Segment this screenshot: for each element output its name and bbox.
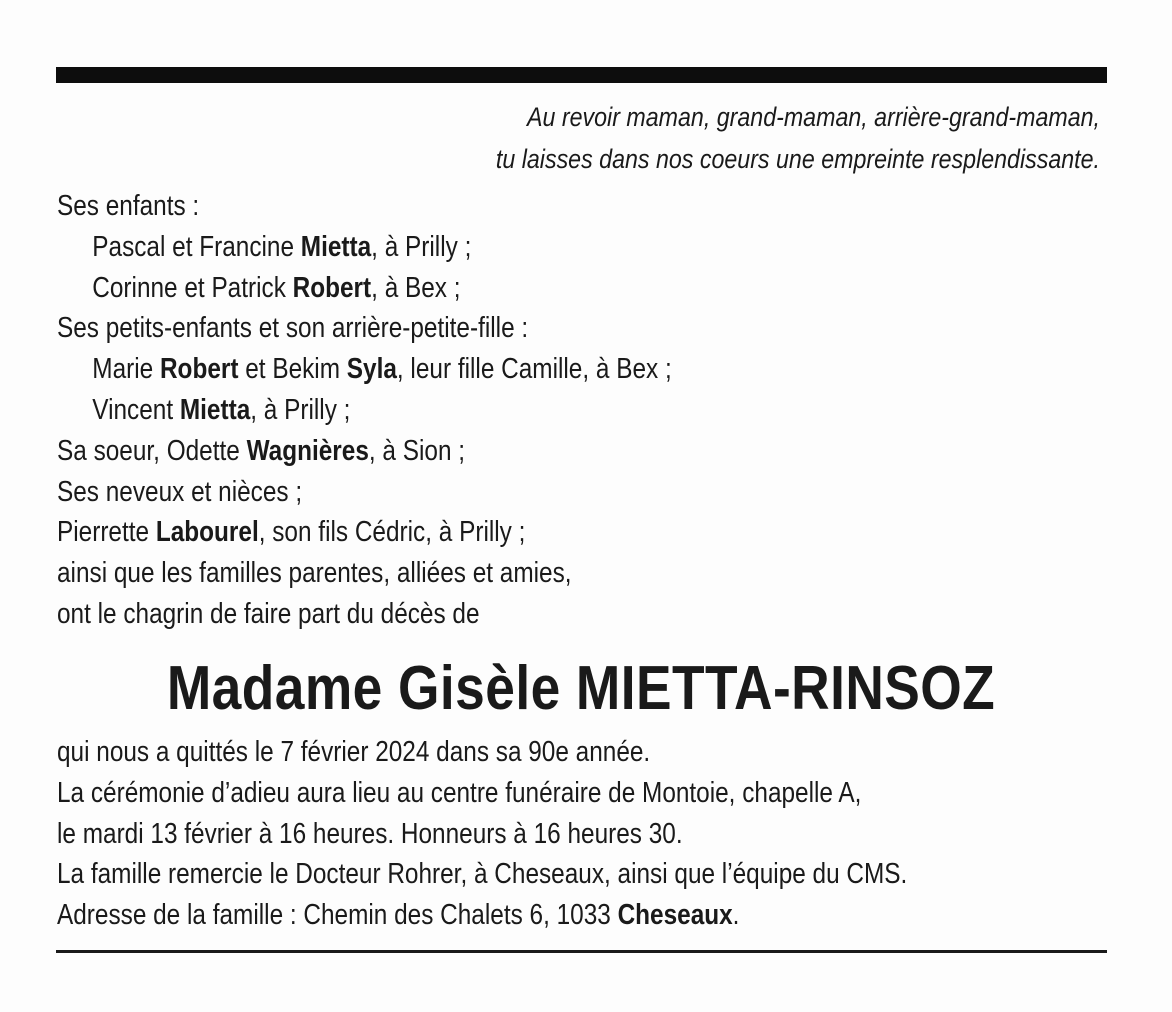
thanks-line: La famille remercie le Docteur Rohrer, à Cheseaux, ainsi que l’équipe du CMS.: [57, 858, 908, 891]
grandchildren-heading: Ses petits-enfants et son arrière-petite-fille :: [57, 312, 529, 345]
grandchild-partner: et Bekim: [238, 353, 347, 386]
nephews-entry: Ses neveux et nièces ;: [57, 475, 303, 508]
epigraph: [202, 96, 1100, 180]
children-heading: Ses enfants :: [57, 190, 200, 222]
family-list: [57, 186, 1015, 635]
pierrette-details: , son fils Cédric, à Prilly ;: [258, 516, 526, 549]
child-location: , à Prilly ;: [371, 230, 472, 263]
pierrette-surname: Labourel: [155, 516, 259, 549]
grandchild-location: , leur fille Camille, à Bex ;: [396, 353, 672, 386]
sister-name: Sa soeur, Odette: [57, 434, 247, 467]
grandchild-surname: Robert: [159, 353, 239, 386]
announcement-line: ont le chagrin de faire part du décès de: [57, 597, 480, 630]
grandchild-given-name: Vincent: [92, 393, 180, 426]
address-end: .: [732, 899, 740, 932]
passing-date-line: qui nous a quittés le 7 février 2024 dans sa 90e année.: [57, 736, 651, 768]
grandchild-given-name: Marie: [92, 353, 160, 386]
sister-entry: [57, 431, 1015, 472]
grandchild-surname: Mietta: [179, 393, 251, 426]
sister-surname: Wagnières: [246, 434, 369, 467]
child-surname: Mietta: [300, 230, 372, 263]
child-entry: [57, 268, 1015, 309]
grandchild-entry: [57, 390, 1015, 431]
grandchild-entry: [57, 349, 1015, 390]
grandchild-location: , à Prilly ;: [250, 393, 351, 426]
grandchild-partner-surname: Syla: [346, 353, 397, 386]
relatives-line: ainsi que les familles parentes, alliées et amies,: [57, 557, 572, 590]
sister-location: , à Sion ;: [368, 434, 466, 467]
epigraph-line-2: tu laisses dans nos coeurs une empreinte resplendissante.: [495, 144, 1100, 174]
deceased-name: Madame Gisèle MIETTA-RINSOZ: [166, 654, 996, 723]
ceremony-time-line: le mardi 13 février à 16 heures. Honneurs à 16 heures 30.: [57, 817, 683, 850]
epigraph-line-1: Au revoir maman, grand-maman, arrière-grand-maman,: [527, 102, 1100, 132]
ceremony-details: [57, 732, 1099, 936]
child-entry: [57, 227, 1015, 268]
pierrette-name: Pierrette: [57, 516, 156, 549]
pierrette-entry: [57, 512, 1015, 553]
bottom-rule: [56, 950, 1107, 953]
family-address: [57, 895, 1099, 936]
address-city: Cheseaux: [617, 899, 733, 932]
child-given-names: Pascal et Francine: [92, 230, 301, 263]
top-black-bar: [56, 67, 1107, 83]
child-surname: Robert: [292, 271, 372, 304]
child-location: , à Bex ;: [371, 271, 461, 304]
child-given-names: Corinne et Patrick: [92, 271, 293, 304]
address-street: Adresse de la famille : Chemin des Chalets 6, 1033: [57, 899, 618, 932]
ceremony-location-line: La cérémonie d’adieu aura lieu au centre funéraire de Montoie, chapelle A,: [57, 776, 862, 809]
